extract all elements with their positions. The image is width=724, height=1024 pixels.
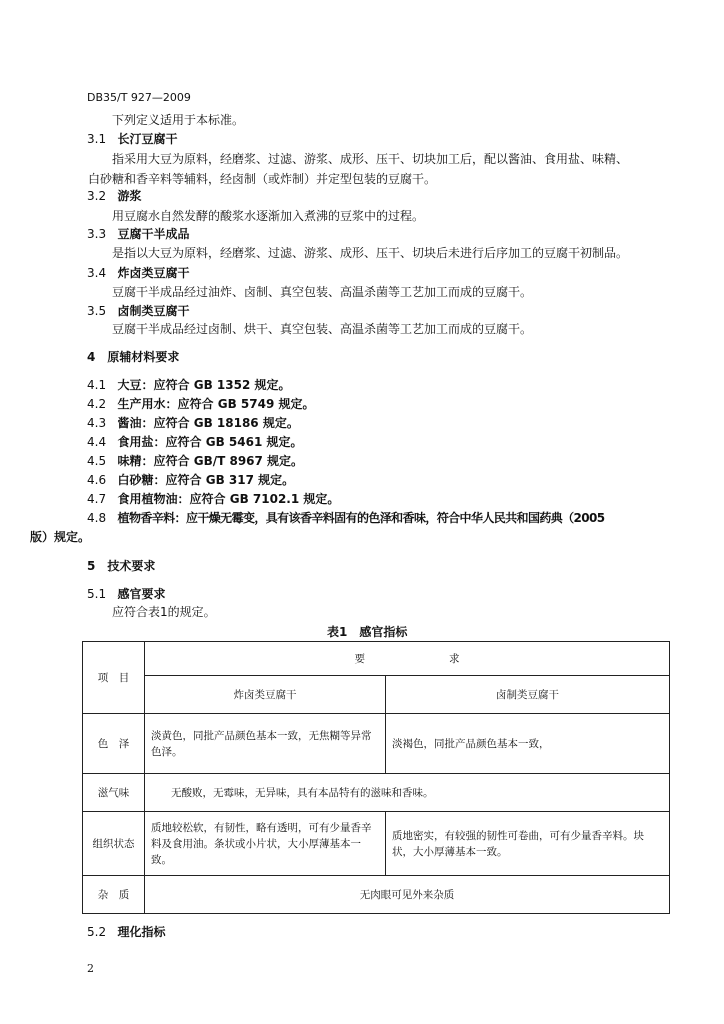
item-text: 植物香辛料：应干燥无霉变，具有该香辛料固有的色泽和香味，符合中华人民共和国药典（2005 [117, 511, 605, 525]
table-header-braised: 卤制类豆腐干 [386, 676, 670, 714]
item-text: 食用盐：应符合 GB 5461 规定。 [117, 435, 303, 449]
def-number: 3.3 [87, 227, 107, 241]
cell-impurity: 无肉眼可见外来杂质 [145, 876, 670, 914]
def-term: 豆腐干半成品 [117, 227, 190, 241]
subsection-heading [87, 588, 166, 600]
list-item [87, 474, 294, 486]
cell-color-braised: 淡褐色，同批产品颜色基本一致， [386, 714, 670, 774]
def-heading [87, 133, 178, 145]
subsection-title: 理化指标 [117, 925, 166, 939]
def-term: 炸卤类豆腐干 [117, 266, 190, 280]
list-item [87, 436, 302, 448]
page-number: 2 [87, 962, 94, 975]
def-text: 白砂糖和香辛料等辅料，经卤制（或炸制）并定型包装的豆腐干。 [88, 172, 437, 186]
item-text: 味精：应符合 GB/T 8967 规定。 [117, 454, 304, 468]
item-number: 4.6 [87, 473, 107, 487]
section-4-title: 4 原辅材料要求 [87, 350, 180, 364]
def-number: 3.4 [87, 266, 107, 280]
row-label-impurity: 杂 质 [83, 876, 145, 914]
table-header-requirement: 要 求 [145, 642, 670, 676]
list-item [87, 512, 605, 524]
list-item [87, 379, 290, 391]
item-number: 4.3 [87, 416, 107, 430]
item-number: 4.7 [87, 492, 107, 506]
def-number: 3.1 [87, 132, 107, 146]
def-text: 用豆腐水自然发酵的酸浆水逐渐加入煮沸的豆浆中的过程。 [112, 209, 425, 223]
def-term: 卤制类豆腐干 [117, 304, 190, 318]
list-item [87, 417, 299, 429]
section-5-title: 5 技术要求 [87, 559, 156, 573]
row-label-texture: 组织状态 [83, 812, 145, 876]
sensory-table [82, 641, 670, 914]
item-continuation: 版）规定。 [30, 530, 91, 544]
item-text: 生产用水：应符合 GB 5749 规定。 [117, 397, 315, 411]
def-term: 游浆 [117, 189, 142, 203]
def-text: 豆腐干半成品经过卤制、烘干、真空包装、高温杀菌等工艺加工而成的豆腐干。 [112, 322, 533, 336]
cell-texture-braised: 质地密实，有较强的韧性可卷曲，可有少量香辛料。块状，大小厚薄基本一致。 [386, 812, 670, 876]
item-number: 4.4 [87, 435, 107, 449]
def-heading [87, 190, 142, 202]
cell-color-fried: 淡黄色，同批产品颜色基本一致，无焦糊等异常色泽。 [145, 714, 386, 774]
cell-texture-fried: 质地较松软，有韧性，略有透明，可有少量香辛料及食用油。条状或小片状，大小厚薄基本一致。 [145, 812, 386, 876]
item-number: 4.8 [87, 511, 107, 525]
table-header-item: 项 目 [83, 642, 145, 714]
subsection-heading [87, 926, 166, 938]
def-heading [87, 267, 190, 279]
item-number: 4.2 [87, 397, 107, 411]
subsection-number: 5.1 [87, 587, 107, 601]
subsection-number: 5.2 [87, 925, 107, 939]
item-number: 4.1 [87, 378, 107, 392]
def-text: 是指以大豆为原料，经磨浆、过滤、游浆、成形、压干、切块后未进行后序加工的豆腐干初制品。 [112, 246, 629, 260]
def-number: 3.2 [87, 189, 107, 203]
subsection-text: 应符合表1的规定。 [112, 605, 216, 619]
item-text: 食用植物油：应符合 GB 7102.1 规定。 [117, 492, 340, 506]
def-heading [87, 228, 190, 240]
row-label-color: 色 泽 [83, 714, 145, 774]
item-text: 大豆：应符合 GB 1352 规定。 [117, 378, 291, 392]
def-term: 长汀豆腐干 [117, 132, 178, 146]
row-label-smell: 滋气味 [83, 774, 145, 812]
list-item [87, 398, 314, 410]
intro-text: 下列定义适用于本标准。 [112, 113, 245, 127]
cell-smell: 无酸败，无霉味，无异味，具有本品特有的滋味和香味。 [145, 774, 670, 812]
list-item [87, 455, 303, 467]
item-text: 酱油：应符合 GB 18186 规定。 [117, 416, 299, 430]
table-header-fried: 炸卤类豆腐干 [145, 676, 386, 714]
item-text: 白砂糖：应符合 GB 317 规定。 [117, 473, 295, 487]
list-item [87, 493, 339, 505]
doc-code: DB35/T 927—2009 [87, 91, 191, 104]
def-number: 3.5 [87, 304, 107, 318]
def-heading [87, 305, 190, 317]
def-text: 豆腐干半成品经过油炸、卤制、真空包装、高温杀菌等工艺加工而成的豆腐干。 [112, 285, 533, 299]
item-number: 4.5 [87, 454, 107, 468]
def-text: 指采用大豆为原料，经磨浆、过滤、游浆、成形、压干、切块加工后，配以酱油、食用盐、味精、 [112, 152, 629, 166]
table-caption: 表1 感官指标 [327, 625, 408, 639]
subsection-title: 感官要求 [117, 587, 166, 601]
